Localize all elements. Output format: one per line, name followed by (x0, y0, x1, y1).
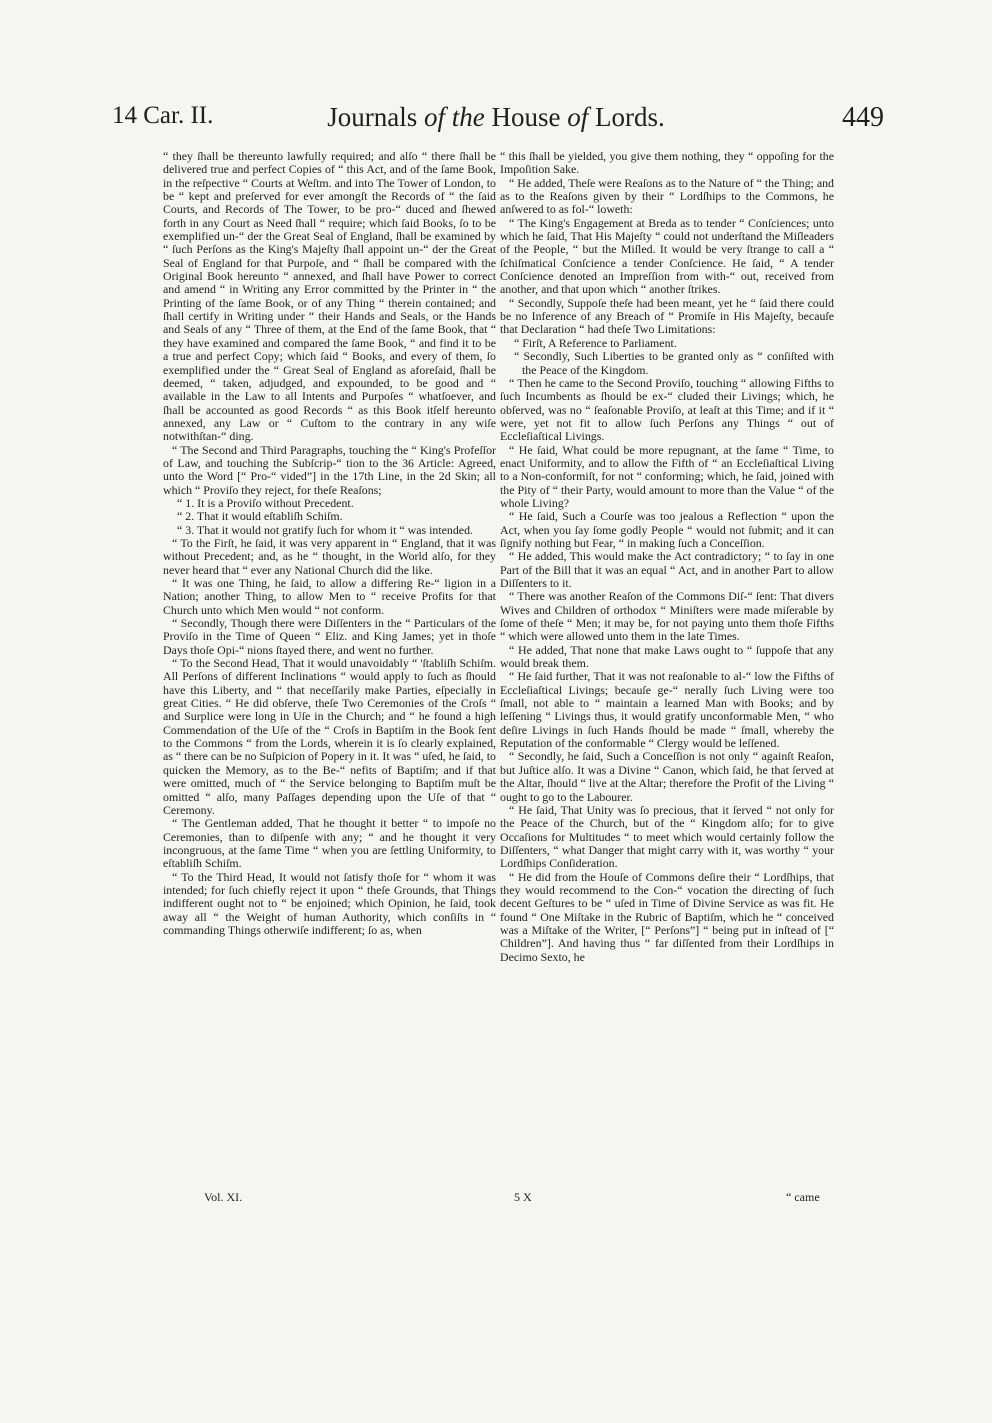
catchword: “ came (786, 1190, 820, 1204)
paragraph: “ Secondly, he ſaid, Such a Conceſſion is not only “ againſt Reaſon, but Juſtice alſo. It was a Divine “ Canon, which ſaid, he that ſerved at the Altar, ſhould “ live at the Altar; therefore the Profit of the Living “ ought to go to the Labourer. (500, 749, 834, 804)
title-house: House (491, 102, 561, 132)
title-journals: Journals (327, 102, 418, 132)
title-of-2: of (567, 102, 589, 132)
paragraph: “ He added, That none that make Laws ought to “ ſuppoſe that any would break them. (500, 642, 834, 671)
paragraph: “ The Gentleman added, That he thought it better “ to impoſe no Ceremonies, than to diſpenſe with any; “ and he thought it very incongruous, at the ſame Time “ when you are ſettling Uniformity, to eſtabliſh Schiſm. (163, 816, 496, 871)
right-column (500, 150, 834, 964)
paragraph: “ The Second and Third Paragraphs, touching the “ King's Profeſſor of Law, and touching the Subſcrip-“ tion to the 36 Article: Agreed, unto the Word [“ Pro-“ vided”] in the 17th Line, in the 2d Skin; all which “ Proviſo they reject, for theſe Reaſons; (163, 442, 496, 497)
paragraph: “ Secondly, Suppoſe theſe had been meant, yet he “ ſaid there could be no Inference of any Breach of “ Promiſe in His Majeſty, becauſe that Declaration “ had theſe Two Limitations: (500, 295, 834, 337)
reason-item: “ 2. That it would eſtabliſh Schiſm. (177, 509, 343, 524)
paragraph: “ this ſhall be yielded, you give them nothing, they “ oppoſing for the Impoſition Sake. (500, 149, 834, 177)
signature-mark: 5 X (514, 1190, 532, 1204)
regnal-year: 14 Car. II. (112, 102, 214, 129)
left-column (163, 150, 496, 937)
paragraph: “ He added, This would make the Act contradictory; “ to ſay in one Part of the Bill that it was an equal “ Act, and in another Part to allow Diſſenters to it. (500, 549, 834, 590)
paragraph: “ It was one Thing, he ſaid, to allow a differing Re-“ ligion in a Nation; another Thing, to allow Men to “ receive Profits for that Church unto which Men would “ not conform. (163, 576, 496, 617)
reason-item: “ 3. That it would not gratify ſuch for whom it “ was intended. (177, 522, 473, 537)
limitation-item: “ Secondly, Such Liberties to be granted only as “ conſiſted with the Peace of the Kingdom. (514, 349, 834, 377)
paragraph: “ He did from the Houſe of Commons deſire their “ Lordſhips, that they would recommend to the Con-“ vocation the directing of ſuch decent Geſtures to be “ uſed in Time of Divine Service as was fit. He found “ One Miſtake in the Rubric of Baptiſm, which he “ conceived was a Miſtake of the Writer, [“ Perſons”] “ being put in inſtead of [“ Children”]. And having thus “ far diſſented from their Lordſhips in Decimo Sexto, he (500, 869, 834, 964)
paragraph: “ There was another Reaſon of the Commons Diſ-“ ſent: That divers Wives and Children of orthodox “ Miniſters were made miſerable by ſome of theſe “ Men; it may be, for not paying unto them thoſe Fifths “ which were allowed unto them in the late Times. (500, 589, 834, 644)
title-lords: Lords. (595, 102, 665, 132)
reason-item: “ 1. It is a Proviſo without Precedent. (177, 495, 354, 510)
paragraph: “ He added, Theſe were Reaſons as to the Nature of “ the Thing; and as to the Reaſons given by their “ Lordſhips to the Commons, he anſwered to as fol-“ loweth: (500, 175, 834, 217)
paragraph: “ He ſaid further, That it was not reaſonable to al-“ low the Fifths of Eccleſiaſtical Livings; becauſe ge-“ nerally ſuch Living were too ſmall, not able to “ maintain a learned Man with Books; and by leſſening “ Livings thus, it would gratify unconformable Men, “ who deſire Livings in ſuch Hands ſhould be made “ ſmall, whereby the Reputation of the conformable “ Clergy would be leſſened. (500, 669, 834, 751)
paragraph: “ He ſaid, That Unity was ſo precious, that it ſerved “ not only for the Peace of the Church, but of the “ Kingdom alſo; for to give Occaſions for Multitudes “ to meet which would certainly follow the Diſſenters, “ what Danger that might carry with it, was worthy “ your Lordſhips Conſideration. (500, 802, 834, 871)
paragraph: “ He ſaid, What could be more repugnant, at the ſame “ Time, to enact Uniformity, and to allow the Fifth of “ an Eccleſiaſtical Living to a Non-conformiſt, for not “ conforming; which, he ſaid, joined with the Pity of “ their Party, would amount to more than the Value “ of the whole Living? (500, 442, 834, 510)
paragraph: “ To the Second Head, That it would unavoidably “ 'ſtabliſh Schiſm. All Perſons of different Inclinations “ would apply to ſuch as ſhould have this Liberty, and “ that neceſſarily make Parties, eſpecially in great Cities. “ He did obſerve, theſe Two Ceremonies of the Croſs “ and Surplice were long in Uſe in the Church; and “ he found a high Commendation of the Uſe of the “ Croſs in Baptiſm in the Book ſent to the Commons “ from the Lords, wherein it is ſo clearly explained, as “ there can be no Suſpicion of Popery in it. It was “ uſed, he ſaid, to quicken the Memory, as to the Be-“ nefits of Baptiſm; and if that were omitted, much of “ the Service belonging to Baptiſm muſt be omitted “ alſo, many Paſſages depending upon the Uſe of that “ Ceremony. (163, 656, 496, 817)
title-of-1: of (423, 102, 445, 132)
paragraph: “ Then he came to the Second Proviſo, touching “ allowing Fifths to ſuch Incumbents as ſhould be ex-“ cluded their Livings; which, he obſerved, was no “ ſeaſonable Proviſo, at leaſt at this Time; and if it “ were, yet not fit to allow ſuch Perſons any Things “ out of Eccleſiaſtical Livings. (500, 375, 834, 444)
title-the: the (451, 102, 485, 132)
page-number: 449 (842, 102, 884, 133)
paragraph: “ The King's Engagement at Breda as to tender “ Conſciences; unto which he ſaid, That His Majeſty “ could not underſtand the Miſleaders of the People, “ but the Miſled. It would be very ſtrange to call a “ ſchiſmatical Conſcience a tender Conſcience. He ſaid, “ A tender Conſcience denoted an Impreſſion from with-“ out, received from another, and that upon which “ another ſtrikes. (500, 215, 834, 297)
paragraph: “ To the Third Head, It would not ſatisfy thoſe for “ whom it was intended; for ſuch chiefly reject it upon “ theſe Grounds, that Things indifferent ought not to “ be enjoined; which Opinion, he ſaid, took away all “ the Weight of human Authority, which conſiſts in “ commanding Things otherwiſe indifferent; ſo as, when (163, 869, 496, 937)
limitation-item: “ Firſt, A Reference to Parliament. (514, 335, 677, 350)
paragraph: “ To the Firſt, he ſaid, it was very apparent in “ England, that it was without Precedent; and, as he “ thought, in the World alſo, for they never heard that “ ever any National Church did the like. (163, 535, 496, 577)
volume-mark: Vol. XI. (204, 1190, 243, 1204)
paragraph: “ Secondly, Though there were Diſſenters in the “ Particulars of the Proviſo in the Time of Queen “ Eliz. and King James; yet in thoſe Days thoſe Opi-“ nions ſtayed there, and went no further. (163, 616, 496, 657)
paragraph: “ He ſaid, Such a Courſe was too jealous a Reflection “ upon the Act, when you ſay ſome godly People “ would not ſubmit; and it can ſignify nothing but Fear, “ in making ſuch a Conceſſion. (500, 509, 834, 550)
paragraph: “ they ſhall be thereunto lawfully required; and alſo “ there ſhall be delivered true and perfect Copies of “ this Act, and of the ſame Book, in the reſpective “ Courts at Weſtm. and into The Tower of London, to be “ kept and preſerved for ever amongſt the Records of “ the ſaid Courts, and Records of The Tower, to be pro-“ duced and ſhewed forth in any Court as Need ſhall “ require; which ſaid Books, ſo to be exemplified un-“ der the Great Seal of England, ſhall be examined by “ ſuch Perſons as the King's Majeſty ſhall appoint un-“ der the Great Seal of England for that Purpoſe, and “ ſhall be compared with the Original Book hereunto “ annexed, and ſhall have Power to correct and amend “ in Writing any Error committed by the Printer in “ the Printing of the ſame Book, or of any Thing “ therein contained; and ſhall certify in Writing under “ their Hands and Seals, or the Hands and Seals of any “ Three of them, at the End of the ſame Book, that “ they have examined and compared the ſame Book, “ and find it to be a true and perfect Copy; which ſaid “ Books, and every of them, ſo exemplified under the “ Great Seal of England as aforeſaid, ſhall be deemed, “ taken, adjudged, and expounded, to be good and “ available in the Law to all Intents and Purpoſes “ whatſoever, and ſhall be accounted as good Records “ as this Book itſelf hereunto annexed, any Law or “ Cuſtom to the contrary in any wiſe notwithſtan-“ ding. (163, 149, 496, 444)
